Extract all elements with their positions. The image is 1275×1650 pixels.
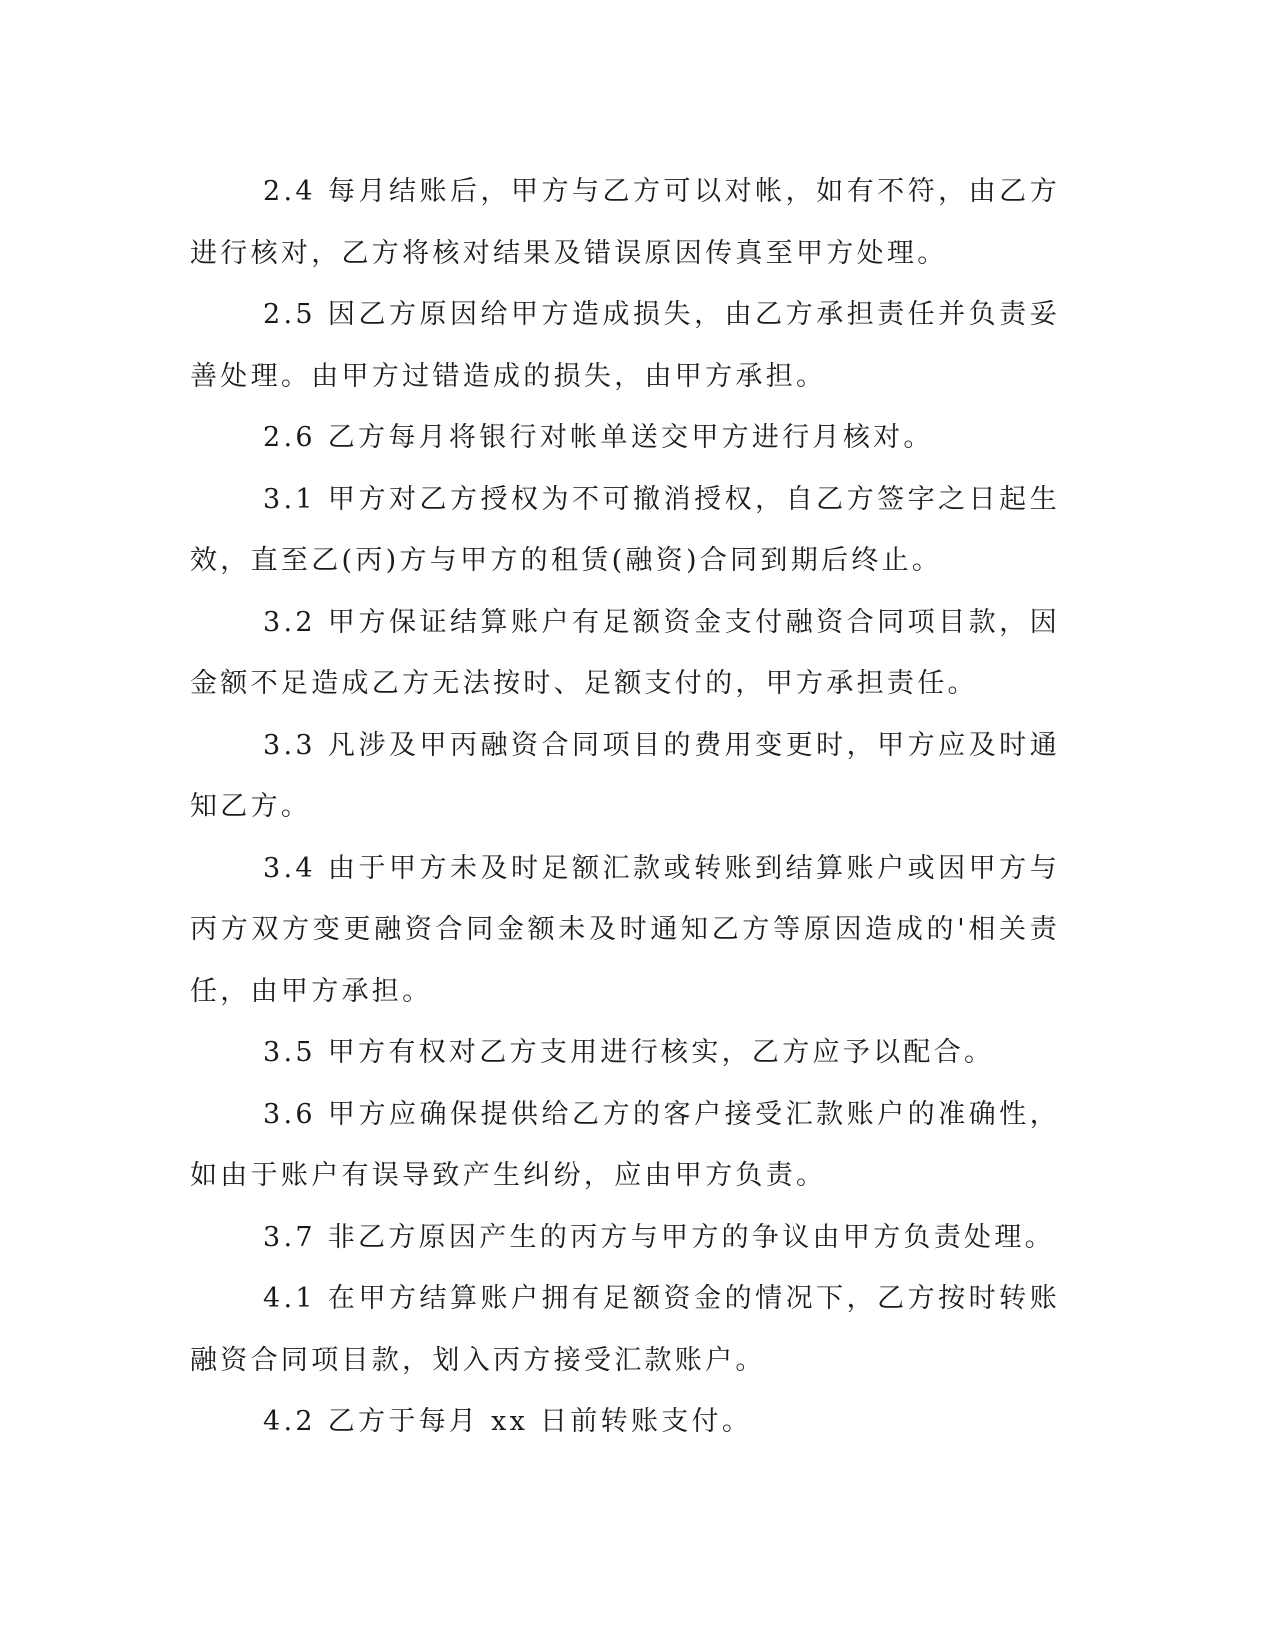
- clause-3-6: 3.6 甲方应确保提供给乙方的客户接受汇款账户的准确性，如由于账户有误导致产生纠纷，应由甲方负责。: [190, 1098, 1060, 1191]
- clause-4-1: 4.1 在甲方结算账户拥有足额资金的情况下，乙方按时转账融资合同项目款，划入丙方接受汇款账户。: [190, 1283, 1060, 1376]
- clause-2-4: 2.4 每月结账后，甲方与乙方可以对帐，如有不符，由乙方进行核对，乙方将核对结果及错误原因传真至甲方处理。: [190, 176, 1060, 269]
- clause-3-5: 3.5 甲方有权对乙方支用进行核实，乙方应予以配合。: [263, 1037, 995, 1068]
- document-body: [190, 161, 1060, 1453]
- clause-3-2: 3.2 甲方保证结算账户有足额资金支付融资合同项目款，因金额不足造成乙方无法按时、足额支付的，甲方承担责任。: [190, 606, 1060, 699]
- clause-2-5: 2.5 因乙方原因给甲方造成损失，由乙方承担责任并负责妥善处理。由甲方过错造成的损失，由甲方承担。: [190, 299, 1060, 392]
- clause-3-3: 3.3 凡涉及甲丙融资合同项目的费用变更时，甲方应及时通知乙方。: [190, 729, 1060, 822]
- clause-3-1: 3.1 甲方对乙方授权为不可撤消授权，自乙方签字之日起生效，直至乙(丙)方与甲方的租赁(融资)合同到期后终止。: [190, 483, 1060, 576]
- clause-3-4: 3.4 由于甲方未及时足额汇款或转账到结算账户或因甲方与丙方双方变更融资合同金额未及时通知乙方等原因造成的'相关责任，由甲方承担。: [190, 852, 1060, 1007]
- clause-2-6: 2.6 乙方每月将银行对帐单送交甲方进行月核对。: [263, 422, 934, 453]
- clause-3-7: 3.7 非乙方原因产生的丙方与甲方的争议由甲方负责处理。: [263, 1221, 1055, 1253]
- clause-4-2: 4.2 乙方于每月 xx 日前转账支付。: [263, 1406, 753, 1437]
